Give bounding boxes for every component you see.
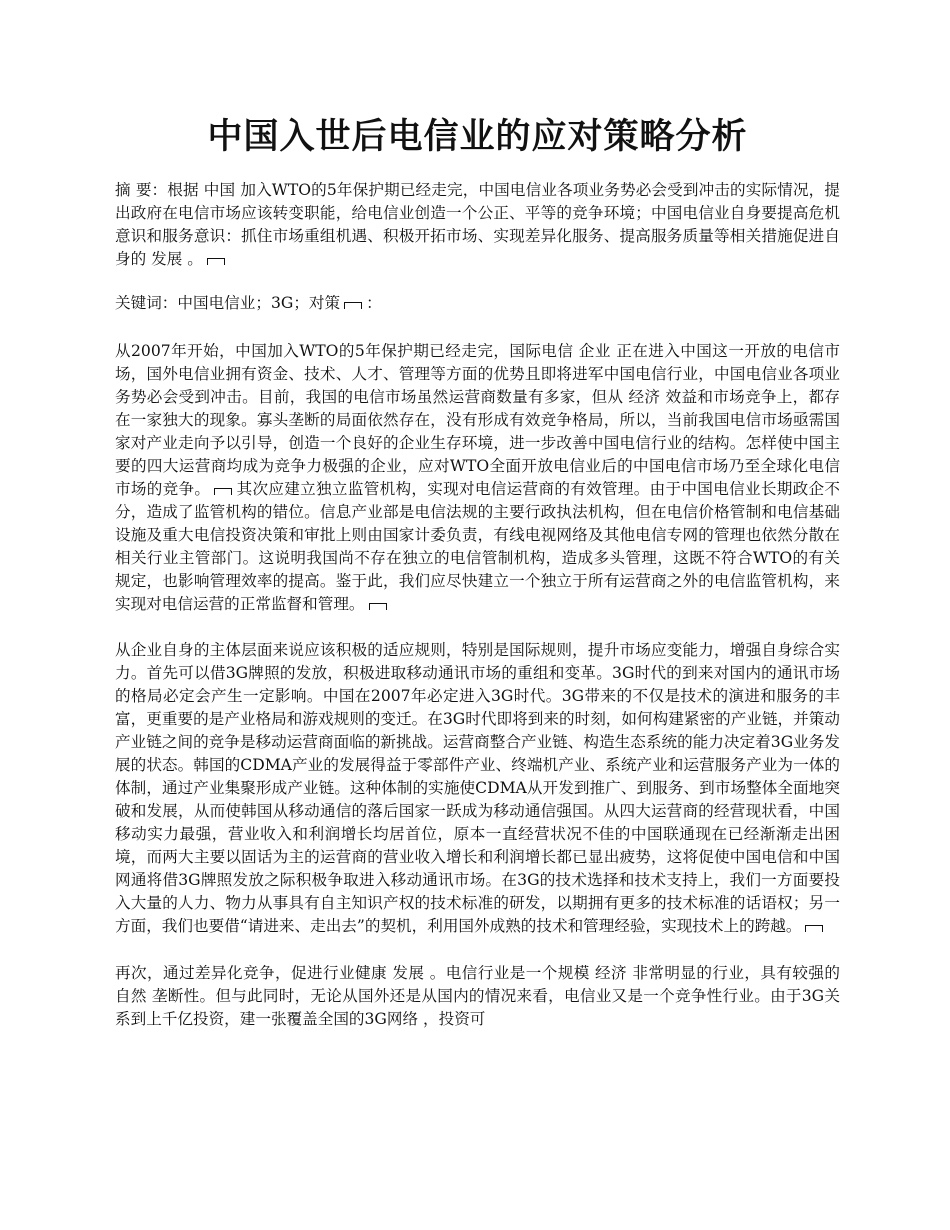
footnote-mark-icon (805, 925, 823, 932)
body-paragraph (115, 962, 840, 1031)
body-paragraph (115, 639, 840, 938)
document-title: 中国入世后电信业的应对策略分析 (207, 116, 748, 157)
body-paragraph-text: 其次应建立独立监管机构，实现对电信运营商的有效管理。由于中国电信业长期政企不分，造成了监管机构的错位。信息产业部是电信法规的主要行政执法机构，但在电信价格管制和电信基础设施及重大电信投资决策和审批上则由国家计委负责，有线电视网络及其他电信专网的管理也依然分散在相关行业主管部门。这说明我国尚不存在独立的电信管制机构，造成多头管理，这既不符合WTO的有关规定，也影响管理效率的提高。鉴于此，我们应尽快建立一个独立于所有运营商之外的电信监管机构，来实现对电信运营的正常监督和管理。 (115, 480, 840, 613)
footnote-mark-icon (344, 302, 362, 309)
footnote-mark-icon (214, 488, 232, 495)
document-page (115, 0, 840, 1031)
abstract-text: 摘 要：根据 中国 加入WTO的5年保护期已经走完，中国电信业各项业务势必会受到冲击的实际情况，提出政府在电信市场应该转变职能，给电信业创造一个公正、平等的竞争环境；中国电信业自身要提高危机意识和服务意识：抓住市场重组机遇、积极开拓市场、实现差异化服务、提高服务质量等相关措施促进自身的 发展 。 (115, 181, 840, 268)
footnote-mark-icon (207, 258, 225, 265)
footnote-mark-icon (369, 603, 387, 610)
body-paragraph-text: 从2007年开始，中国加入WTO的5年保护期已经走完，国际电信 企业 正在进入中国这一开放的电信市场，国外电信业拥有资金、技术、人才、管理等方面的优势且即将进军中国电信行业，中国电信业各项业务势必会受到冲击。目前，我国的电信市场虽然运营商数量有多家，但从 经济 效益和市场竞争上，都存在一家独大的现象。寡头垄断的局面依然存在，没有形成有效竞争格局，所以，当前我国电信市场亟需国家对产业走向予以引导，创造一个良好的企业生存环境，进一步改善中国电信行业的结构。怎样使中国主要的四大运营商均成为竞争力极强的企业，应对WTO全面开放电信业后的中国电信市场乃至全球化电信市场的竞争。 (115, 342, 840, 498)
abstract-paragraph (115, 179, 840, 271)
body-paragraph-text: 再次，通过差异化竞争，促进行业健康 发展 。电信行业是一个规模 经济 非常明显的行业，具有较强的 自然 垄断性。但与此同时，无论从国外还是从国内的情况来看，电信业又是一个竞争性行业。由于3G关系到上千亿投资，建一张覆盖全国的3G网络 ，投资可 (115, 964, 840, 1028)
keywords-tail: ： (366, 294, 382, 312)
body-paragraph (115, 340, 840, 616)
keywords-text: 关键词：中国电信业；3G；对策 (115, 294, 341, 312)
keywords-line (115, 292, 840, 315)
body-paragraph-text: 从企业自身的主体层面来说应该积极的适应规则，特别是国际规则，提升市场应变能力，增强自身综合实力。首先可以借3G牌照的发放，积极进取移动通讯市场的重组和变革。3G时代的到来对国内的通讯市场的格局必定会产生一定影响。中国在2007年必定进入3G时代。3G带来的不仅是技术的演进和服务的丰富，更重要的是产业格局和游戏规则的变迁。在3G时代即将到来的时刻，如何构建紧密的产业链，并策动产业链之间的竞争是移动运营商面临的新挑战。运营商整合产业链、构造生态系统的能力决定着3G业务发展的状态。韩国的CDMA产业的发展得益于零部件产业、终端机产业、系统产业和运营服务产业为一体的体制，通过产业集聚形成产业链。这种体制的实施使CDMA从开发到推广、到服务、到市场整体全面地突破和发展，从而使韩国从移动通信的落后国家一跃成为移动通信强国。从四大运营商的经营现状看，中国移动实力最强，营业收入和利润增长均居首位，原本一直经营状况不佳的中国联通现在已经渐渐走出困境，而两大主要以固话为主的运营商的营业收入增长和利润增长都已显出疲势，这将促使中国电信和中国网通将借3G牌照发放之际积极争取进入移动通讯市场。在3G的技术选择和技术支持上，我们一方面要投入大量的人力、物力从事具有自主知识产权的技术标准的研发，以期拥有更多的技术标准的话语权；另一方面，我们也要借“请进来、走出去”的契机，利用国外成熟的技术和管理经验，实现技术上的跨越。 (115, 641, 840, 935)
